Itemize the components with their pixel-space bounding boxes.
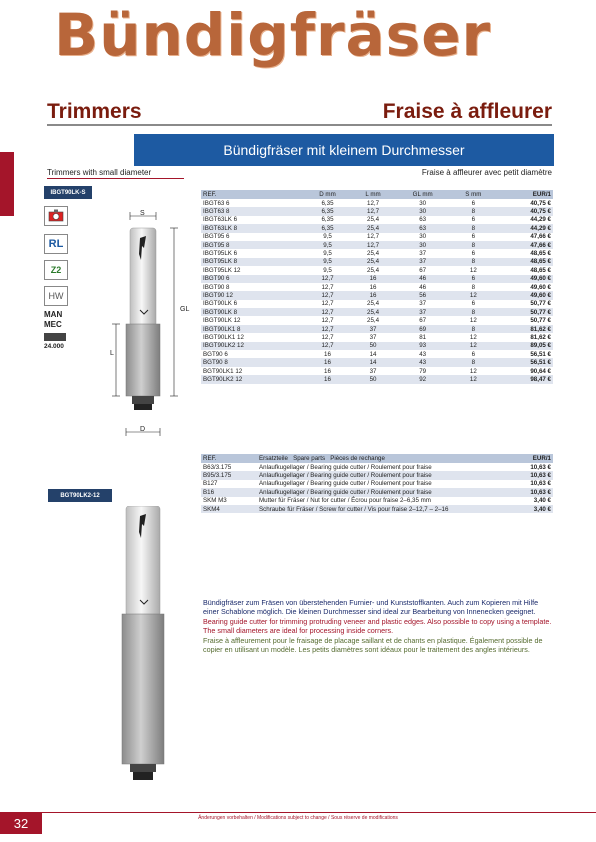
- rotation-rl-icon: RL: [44, 234, 68, 254]
- table-cell: 16: [304, 358, 351, 366]
- table-cell: 12,7: [321, 333, 334, 341]
- table-cell: 9,5: [304, 258, 351, 266]
- table-row: [201, 266, 553, 274]
- col-price: EUR/1: [520, 454, 553, 463]
- col-s: S mm: [450, 190, 496, 199]
- table-cell: 10,63 €: [530, 480, 551, 488]
- table-cell: 49,60 €: [530, 283, 551, 291]
- table-cell: 50,77 €: [530, 317, 551, 325]
- table-cell: 93: [395, 342, 450, 350]
- table-cell: 8: [450, 308, 496, 316]
- section-subtitle-english: Trimmers with small diameter: [47, 168, 152, 177]
- page-title: Bündigfräser: [54, 1, 492, 69]
- table-cell: IBGT63LK 6: [203, 216, 238, 224]
- dim-shank-label: S: [140, 210, 145, 217]
- table-cell: B95/3.175: [201, 471, 257, 479]
- dim-diameter-label: D: [140, 426, 146, 433]
- table-cell: 30: [419, 199, 427, 207]
- table-cell: 6: [471, 216, 476, 224]
- table-cell: 25,4: [367, 266, 380, 274]
- table-row: [201, 358, 553, 366]
- table-cell: 8: [450, 325, 496, 333]
- table-cell: 12: [450, 291, 496, 299]
- table-cell: 12,7: [304, 291, 351, 299]
- table-cell: 8: [450, 207, 496, 215]
- table-cell: IBGT63 8: [201, 207, 304, 215]
- table-cell: 16: [351, 275, 395, 283]
- col-ref: REF.: [201, 190, 304, 199]
- table-cell: BGT90LK1 12: [203, 367, 243, 375]
- table-row: [201, 241, 553, 249]
- table-cell: 12,7: [321, 300, 334, 308]
- footer-rule: [42, 812, 596, 813]
- table-cell: 3,40 €: [520, 505, 553, 513]
- page-number: 32: [0, 812, 42, 834]
- table-cell: B127: [203, 480, 218, 488]
- table-cell: 37: [395, 258, 450, 266]
- table-cell: 10,63 €: [520, 471, 553, 479]
- table-cell: 50,77 €: [530, 300, 551, 308]
- table-cell: IBGT95 8: [201, 241, 304, 249]
- table-cell: 37: [351, 325, 395, 333]
- table-cell: 25,4: [367, 300, 380, 308]
- cutter-drawing-long-icon: [114, 506, 174, 782]
- table-cell: IBGT95LK 6: [203, 250, 238, 258]
- table-cell: 47,66 €: [530, 233, 551, 241]
- table-cell: 16: [369, 283, 377, 291]
- table-row: [201, 480, 553, 488]
- table-cell: 46: [395, 275, 450, 283]
- table-cell: 49,60 €: [496, 291, 553, 299]
- table-cell: 6: [471, 300, 476, 308]
- table-cell: 67: [419, 266, 427, 274]
- table-cell: IBGT90LK 12: [203, 317, 241, 325]
- table-row: [201, 291, 553, 299]
- table-cell: 46: [419, 283, 427, 291]
- table-cell: 16: [324, 350, 331, 358]
- rpm-value: 24.000: [44, 343, 64, 350]
- table-cell: Schraube für Fräser / Screw for cutter / Vis pour fraise 2–12,7 – 2–16: [257, 505, 520, 513]
- dim-total-length-label: GL: [180, 306, 190, 313]
- table-cell: 12: [450, 375, 496, 383]
- table-cell: 12,7: [304, 325, 351, 333]
- table-cell: 49,60 €: [496, 275, 553, 283]
- dim-cutting-length-label: L: [110, 350, 114, 357]
- table-cell: 12,7: [304, 308, 351, 316]
- table-cell: 9,5: [304, 241, 351, 249]
- table-cell: 81,62 €: [530, 333, 551, 341]
- table-cell: 48,65 €: [496, 258, 553, 266]
- table-cell: IBGT90 12: [201, 291, 304, 299]
- col-spare: [257, 454, 520, 463]
- table-cell: IBGT90LK 8: [201, 308, 304, 316]
- col-d: D mm: [304, 190, 351, 199]
- table-row: [201, 375, 553, 383]
- table-cell: 12: [469, 333, 477, 341]
- table-cell: 37: [369, 367, 377, 375]
- footer-note: Änderungen vorbehalten / Modifications subject to change / Sous réserve de modifications: [198, 815, 398, 821]
- table-cell: 12: [469, 317, 477, 325]
- table-cell: 25,4: [367, 317, 380, 325]
- table-cell: 10,63 €: [520, 488, 553, 496]
- description-english: Bearing guide cutter for trimming protruding veneer and plastic edges. Also possible to copy using a template. The small diameters are ideal for processing inside corners.: [203, 616, 552, 636]
- col-spare-en: Spare parts: [293, 455, 326, 462]
- table-cell: 6: [450, 275, 496, 283]
- product-table: [201, 190, 553, 384]
- table-cell: 12: [450, 342, 496, 350]
- table-row: [201, 233, 553, 241]
- table-cell: IBGT90LK1 12: [203, 333, 244, 341]
- teeth-count-icon: Z2: [44, 260, 68, 280]
- table-cell: IBGT90 6: [201, 275, 304, 283]
- table-cell: 12: [469, 266, 477, 274]
- table-cell: 56,51 €: [496, 358, 553, 366]
- table-row: [201, 207, 553, 215]
- table-cell: 63: [419, 216, 427, 224]
- table-cell: 6: [471, 250, 476, 258]
- table-cell: Anlaufkugellager / Bearing guide cutter / Roulement pour fraise: [259, 480, 432, 488]
- table-cell: 63: [395, 224, 450, 232]
- table-cell: 9,5: [323, 266, 332, 274]
- table-cell: 6: [471, 199, 476, 207]
- table-row: [201, 258, 553, 266]
- description-german: Bündigfräser zum Fräsen von überstehenden Furnier- und Kunststoffkanten. Auch zum Kopieren mit Hilfe einer Schablone möglich. Die kleinen Durchmesser sind ideal zur Bearbeitung von Innenecken geeignet.: [203, 598, 539, 617]
- table-cell: 30: [419, 233, 427, 241]
- table-row: [201, 308, 553, 316]
- table-cell: 81,62 €: [496, 325, 553, 333]
- table-row: [201, 333, 553, 341]
- table-cell: 67: [419, 317, 427, 325]
- cutter-drawing-small-icon: [100, 206, 196, 442]
- table-cell: 12,7: [351, 207, 395, 215]
- table-cell: 6,35: [321, 199, 334, 207]
- table-row: [201, 275, 553, 283]
- section-banner: Bündigfräser mit kleinem Durchmesser: [134, 134, 554, 166]
- table-cell: IBGT95LK 8: [201, 258, 304, 266]
- table-row: [201, 224, 553, 232]
- table-cell: IBGT90LK 6: [203, 300, 238, 308]
- col-l: L mm: [351, 190, 395, 199]
- table-row: [201, 463, 553, 471]
- table-cell: SKM M3: [203, 497, 227, 505]
- table-cell: Anlaufkugellager / Bearing guide cutter / Roulement pour fraise: [257, 471, 520, 479]
- product-tag-bottom: BGT90LK2-12: [48, 489, 112, 502]
- table-cell: 79: [419, 367, 427, 375]
- table-row: [201, 249, 553, 257]
- table-cell: 12,7: [304, 275, 351, 283]
- table-cell: 12,7: [304, 342, 351, 350]
- section-subtitle-french: Fraise à affleurer avec petit diamètre: [421, 168, 552, 177]
- table-cell: IBGT90LK1 8: [201, 325, 304, 333]
- feed-mec-label: MEC: [44, 320, 62, 329]
- table-row: [201, 199, 553, 207]
- spare-parts-table: [201, 454, 553, 513]
- table-cell: 9,5: [323, 250, 332, 258]
- table-cell: 16: [351, 291, 395, 299]
- table-cell: 10,63 €: [530, 463, 551, 471]
- subtitle-french: Fraise à affleurer: [382, 100, 552, 123]
- table-cell: 40,75 €: [530, 199, 551, 207]
- table-cell: 50: [351, 342, 395, 350]
- hardmetal-icon: HW: [44, 286, 68, 306]
- table-row: [201, 367, 553, 375]
- product-description: [203, 598, 555, 654]
- table-cell: 12: [469, 367, 477, 375]
- table-row: [201, 316, 553, 324]
- table-cell: 25,4: [351, 224, 395, 232]
- table-cell: IBGT95 6: [203, 233, 230, 241]
- table-cell: 48,65 €: [530, 250, 551, 258]
- machine-icon: [44, 206, 68, 226]
- col-ref: REF.: [201, 454, 257, 463]
- table-row: [201, 216, 553, 224]
- table-cell: 12,7: [321, 283, 334, 291]
- feed-man-label: MAN: [44, 310, 63, 319]
- table-cell: 12,7: [351, 241, 395, 249]
- description-french: Fraise à affleurement pour le fraisage de placage saillant et de chants en plastique. Également possible de copier en utilisant un modèle. Les petits diamètres sont idéaux pour le traitement des angles intérieurs.: [203, 635, 543, 655]
- table-cell: IBGT63 6: [203, 199, 230, 207]
- table-cell: 25,4: [351, 308, 395, 316]
- table-row: [201, 471, 553, 479]
- table-cell: 8: [450, 224, 496, 232]
- table-cell: 16: [304, 375, 351, 383]
- table-cell: 43: [395, 358, 450, 366]
- table-row: [201, 350, 553, 358]
- table-cell: 50: [351, 375, 395, 383]
- table-cell: 50,77 €: [496, 308, 553, 316]
- table-cell: 30: [395, 207, 450, 215]
- subtitle-english: Trimmers: [47, 100, 142, 123]
- table-cell: 92: [395, 375, 450, 383]
- table-cell: 14: [351, 358, 395, 366]
- table-cell: IBGT95LK 12: [203, 266, 241, 274]
- table-cell: 69: [395, 325, 450, 333]
- table-row: [201, 342, 553, 350]
- table-cell: 6,35: [304, 224, 351, 232]
- table-cell: 37: [395, 308, 450, 316]
- table-cell: 30: [395, 241, 450, 249]
- table-cell: 56: [395, 291, 450, 299]
- table-row: [201, 488, 553, 496]
- table-cell: 56,51 €: [530, 350, 551, 358]
- side-tab-marker: [0, 152, 14, 216]
- table-cell: B63/3.175: [203, 463, 232, 471]
- rpm-icon: [44, 333, 66, 341]
- table-cell: IBGT90 8: [203, 283, 230, 291]
- table-cell: 44,29 €: [530, 216, 551, 224]
- table-cell: 37: [419, 300, 427, 308]
- table-row: [201, 325, 553, 333]
- table-cell: Anlaufkugellager / Bearing guide cutter / Roulement pour fraise: [257, 488, 520, 496]
- table-cell: 25,4: [367, 216, 380, 224]
- table-cell: 3,40 €: [533, 497, 551, 505]
- table-cell: 25,4: [351, 258, 395, 266]
- table-cell: 8: [471, 283, 476, 291]
- table-cell: 37: [419, 250, 427, 258]
- table-cell: BGT90 6: [203, 350, 228, 358]
- table-cell: BGT90LK2 12: [201, 375, 304, 383]
- table-cell: 43: [419, 350, 427, 358]
- col-spare-fr: Pièces de rechange: [330, 455, 385, 462]
- table-cell: 6: [471, 350, 476, 358]
- product-table-header: [201, 190, 553, 199]
- table-row: [201, 283, 553, 291]
- col-gl: GL mm: [395, 190, 450, 199]
- subtitle-divider: [47, 124, 552, 126]
- table-cell: B16: [201, 488, 257, 496]
- table-cell: Mutter für Fräser / Nut for cutter / Écrou pour fraise 2–6,35 mm: [259, 497, 431, 505]
- spare-parts-header: [201, 454, 553, 463]
- table-cell: 90,64 €: [530, 367, 551, 375]
- table-row: [201, 300, 553, 308]
- table-cell: 98,47 €: [496, 375, 553, 383]
- table-cell: 89,05 €: [496, 342, 553, 350]
- table-cell: 12,7: [367, 199, 380, 207]
- product-tag-top: IBGT90LK-S: [44, 186, 92, 199]
- table-cell: 44,29 €: [496, 224, 553, 232]
- table-cell: 8: [450, 358, 496, 366]
- table-cell: 37: [369, 333, 377, 341]
- table-cell: 81: [419, 333, 427, 341]
- table-cell: 6,35: [304, 207, 351, 215]
- table-cell: 12,7: [321, 317, 334, 325]
- table-cell: 40,75 €: [496, 207, 553, 215]
- table-cell: 14: [369, 350, 377, 358]
- table-cell: 47,66 €: [496, 241, 553, 249]
- table-cell: 9,5: [323, 233, 332, 241]
- col-spare-de: Ersatzteile: [259, 455, 288, 462]
- table-row: [201, 497, 553, 505]
- table-cell: IBGT90LK2 12: [201, 342, 304, 350]
- table-cell: 8: [450, 258, 496, 266]
- table-cell: 48,65 €: [530, 266, 551, 274]
- table-cell: 25,4: [367, 250, 380, 258]
- table-cell: 12,7: [367, 233, 380, 241]
- table-cell: Anlaufkugellager / Bearing guide cutter / Roulement pour fraise: [259, 463, 432, 471]
- table-cell: 6,35: [321, 216, 334, 224]
- table-cell: SKM4: [201, 505, 257, 513]
- section-rule: [47, 178, 184, 179]
- table-cell: 6: [471, 233, 476, 241]
- table-cell: 8: [450, 241, 496, 249]
- col-price: EUR/1: [496, 190, 553, 199]
- table-cell: IBGT63LK 8: [201, 224, 304, 232]
- machine-glyph-icon: [48, 209, 64, 223]
- table-cell: 16: [324, 367, 331, 375]
- table-cell: BGT90 8: [201, 358, 304, 366]
- table-row: [201, 505, 553, 513]
